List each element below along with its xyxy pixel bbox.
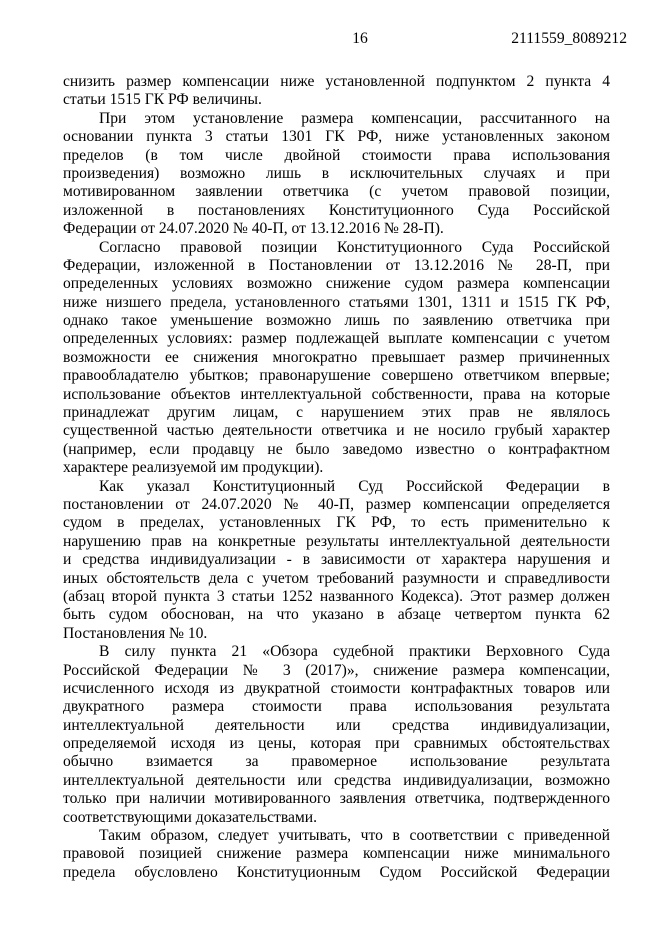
text-line: Федерации, изложенной в Постановлении от 13.12.2016 № 28-П, при: [63, 256, 610, 274]
text-line: использование объектов интеллектуальной собственности, права на которые: [63, 385, 610, 403]
text-line: однако такое уменьшение возможно лишь по заявлению ответчика при: [63, 312, 610, 330]
text-line: правообладателю убытков; правонарушение совершено ответчиком впервые;: [63, 367, 610, 385]
text-line: Согласно правовой позиции Конституционного Суда Российской: [99, 238, 610, 256]
text-line: обычно взимается за правомерное использование результата: [63, 753, 610, 771]
text-line: двукратного размера стоимости права использования результата: [63, 698, 610, 716]
paragraph: [63, 643, 610, 827]
text-line: интеллектуальной деятельности или средства индивидуализации,: [63, 716, 610, 734]
text-line: нарушению прав на конкретные результаты интеллектуальной деятельности: [63, 532, 610, 550]
paragraph: [63, 478, 610, 644]
text-line: существенной частью деятельности ответчика и не носило грубый характер: [63, 422, 610, 440]
text-line: (абзац второй пункта 3 статьи 1252 названного Кодекса). Этот размер должен: [63, 587, 610, 605]
text-line: определенных условиях возможно снижение судом размера компенсации: [63, 275, 610, 293]
text-line: постановлении от 24.07.2020 № 40-П, размер компенсации определяется: [63, 495, 610, 513]
text-line: принадлежат другим лицам, с нарушением этих прав не являлось: [63, 404, 610, 422]
text-line: предела обусловлено Конституционным Судом Российской Федерации: [63, 863, 610, 881]
paragraph: [63, 827, 610, 882]
text-line: При этом установление размера компенсации, рассчитанного на: [99, 109, 610, 127]
text-line: произведения) возможно лишь в исключительных случаях и при: [63, 164, 610, 182]
text-line: судом в пределах, установленных ГК РФ, то есть применительно к: [63, 514, 610, 532]
text-line: правовой позицией снижение размера компенсации ниже минимального: [63, 845, 610, 863]
text-line: Таким образом, следует учитывать, что в соответствии с приведенной: [99, 827, 610, 845]
paragraph: [63, 110, 610, 239]
paragraph: [63, 73, 610, 110]
text-line: Федерации от 24.07.2020 № 40-П, от 13.12.2016 № 28-П).: [63, 220, 444, 238]
text-line: и средства индивидуализации - в зависимости от характера нарушения и: [63, 551, 610, 569]
text-line: пределов (в том числе двойной стоимости права использования: [63, 146, 610, 164]
text-line: определяемой исходя из цены, которая при сравнимых обстоятельствах: [63, 735, 610, 753]
text-line: только при наличии мотивированного заявления ответчика, подтвержденного: [63, 790, 610, 808]
text-line: снизить размер компенсации ниже установленной подпунктом 2 пункта 4: [63, 73, 610, 90]
text-line: Российской Федерации № 3 (2017)», снижение размера компенсации,: [63, 661, 610, 679]
text-line: Как указал Конституционный Суд Российской Федерации в: [99, 477, 610, 495]
text-line: интеллектуальной деятельности или средства индивидуализации, возможно: [63, 771, 610, 789]
page-header: [0, 31, 667, 49]
document-body: [63, 73, 610, 882]
text-line: определенных условиях: размер подлежащей выплате компенсации с учетом: [63, 330, 610, 348]
text-line: иных обстоятельств дела с учетом требований разумности и справедливости: [63, 569, 610, 587]
text-line: характере реализуемой им продукции).: [63, 459, 324, 477]
text-line: Постановления № 10.: [63, 624, 208, 642]
text-line: ниже низшего предела, установленного статьями 1301, 1311 и 1515 ГК РФ,: [63, 293, 610, 311]
page-number: 16: [352, 30, 368, 47]
text-line: мотивированном заявлении ответчика (с учетом правовой позиции,: [63, 183, 610, 201]
text-line: исчисленного исходя из двукратной стоимости контрафактных товаров или: [63, 679, 610, 697]
text-line: соответствующими доказательствами.: [63, 808, 318, 826]
paragraph: [63, 239, 610, 478]
text-line: быть судом обоснован, на что указано в абзаце четвертом пункта 62: [63, 606, 610, 624]
document-id: 2111559_8089212: [511, 30, 627, 47]
text-line: основании пункта 3 статьи 1301 ГК РФ, ниже установленных законом: [63, 128, 610, 146]
text-line: В силу пункта 21 «Обзора судебной практики Верховного Суда: [99, 643, 610, 661]
text-line: возможности ее снижения многократно превышает размер причиненных: [63, 348, 610, 366]
text-line: статьи 1515 ГК РФ величины.: [63, 91, 262, 109]
text-line: (например, если продавцу не было заведомо известно о контрафактном: [63, 440, 610, 458]
text-line: изложенной в постановлениях Конституционного Суда Российской: [63, 201, 610, 219]
